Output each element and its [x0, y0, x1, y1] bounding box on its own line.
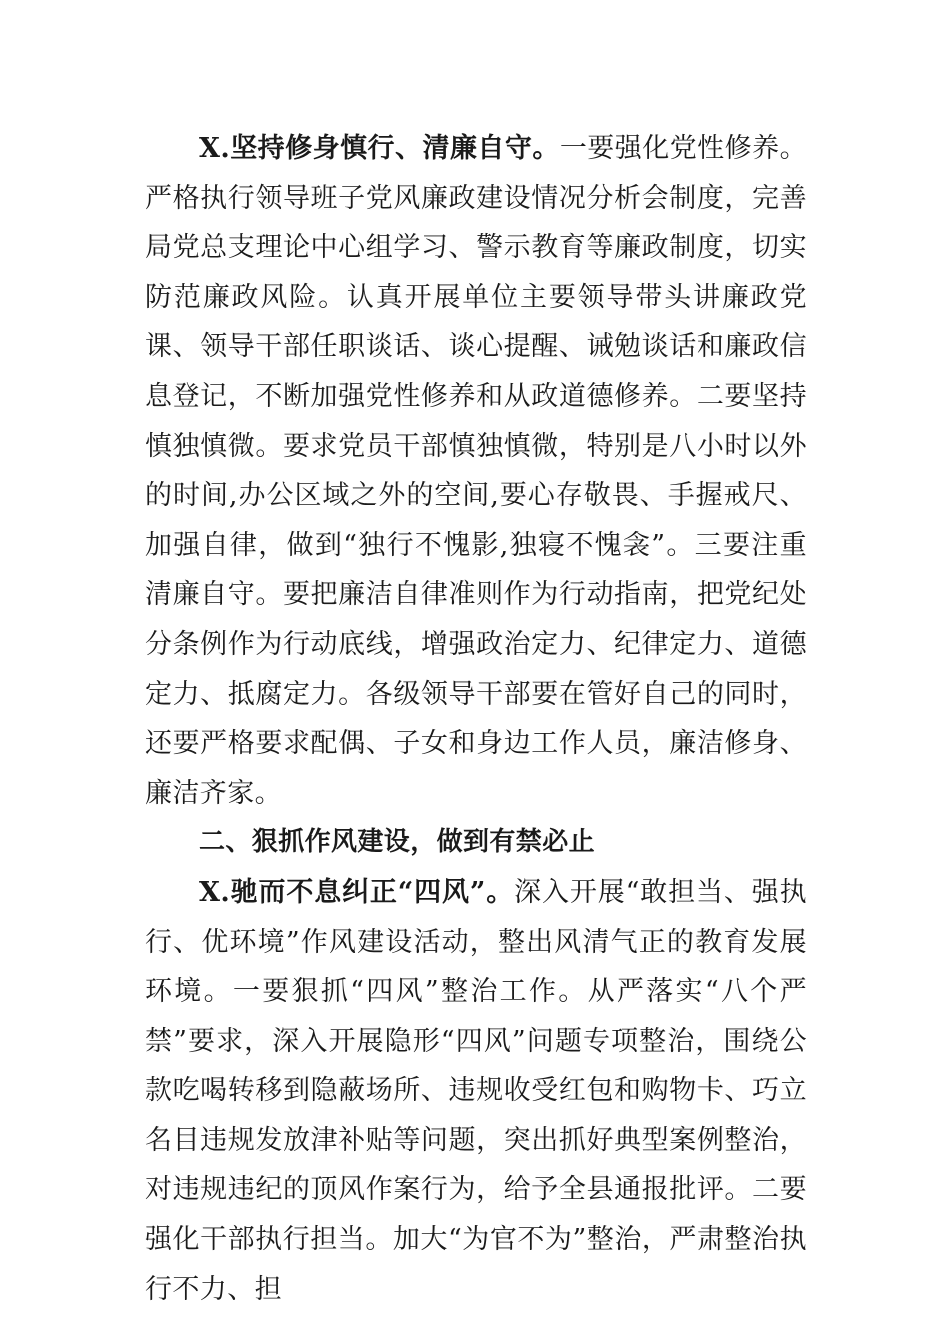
paragraph-four-winds	[145, 868, 807, 1314]
paragraph-lead: X.驰而不息纠正“四风”。	[199, 876, 515, 908]
paragraph-text: 一要强化党性修养。严格执行领导班子党风廉政建设情况分析会制度，完善局党总支理论中心组学习、警示教育等廉政制度，切实防范廉政风险。认真开展单位主要领导带头讲廉政党课、领导干部任职谈话、谈心提醒、诫勉谈话和廉政信息登记，不断加强党性修养和从政道德修养。二要坚持慎独慎微。要求党员干部慎独慎微，特别是八小时以外的时间,办公区域之外的空间,要心存敬畏、手握戒尺、加强自律，做到“独行不愧影,独寝不愧衾”。三要注重清廉自守。要把廉洁自律准则作为行动指南，把党纪处分条例作为行动底线，增强政治定力、纪律定力、道德定力、抵腐定力。各级领导干部要在管好自己的同时，还要严格要求配偶、子女和身边工作人员，廉洁修身、廉洁齐家。	[145, 133, 807, 809]
paragraph-integrity	[145, 124, 807, 818]
document-body	[145, 124, 807, 1314]
paragraph-text: 深入开展“敢担当、强执行、优环境”作风建设活动，整出风清气正的教育发展环境。一要狠抓“四风”整治工作。从严落实“八个严禁”要求，深入开展隐形“四风”问题专项整治，围绕公款吃喝转移到隐蔽场所、违规收受红包和购物卡、巧立名目违规发放津补贴等问题，突出抓好典型案例整治，对违规违纪的顶风作案行为，给予全县通报批评。二要强化干部执行担当。加大“为官不为”整治，严肃整治执行不力、担	[145, 876, 808, 1305]
paragraph-lead: X.坚持修身慎行、清廉自守。	[199, 133, 560, 164]
section-heading: 二、狠抓作风建设，做到有禁必止	[199, 827, 596, 858]
